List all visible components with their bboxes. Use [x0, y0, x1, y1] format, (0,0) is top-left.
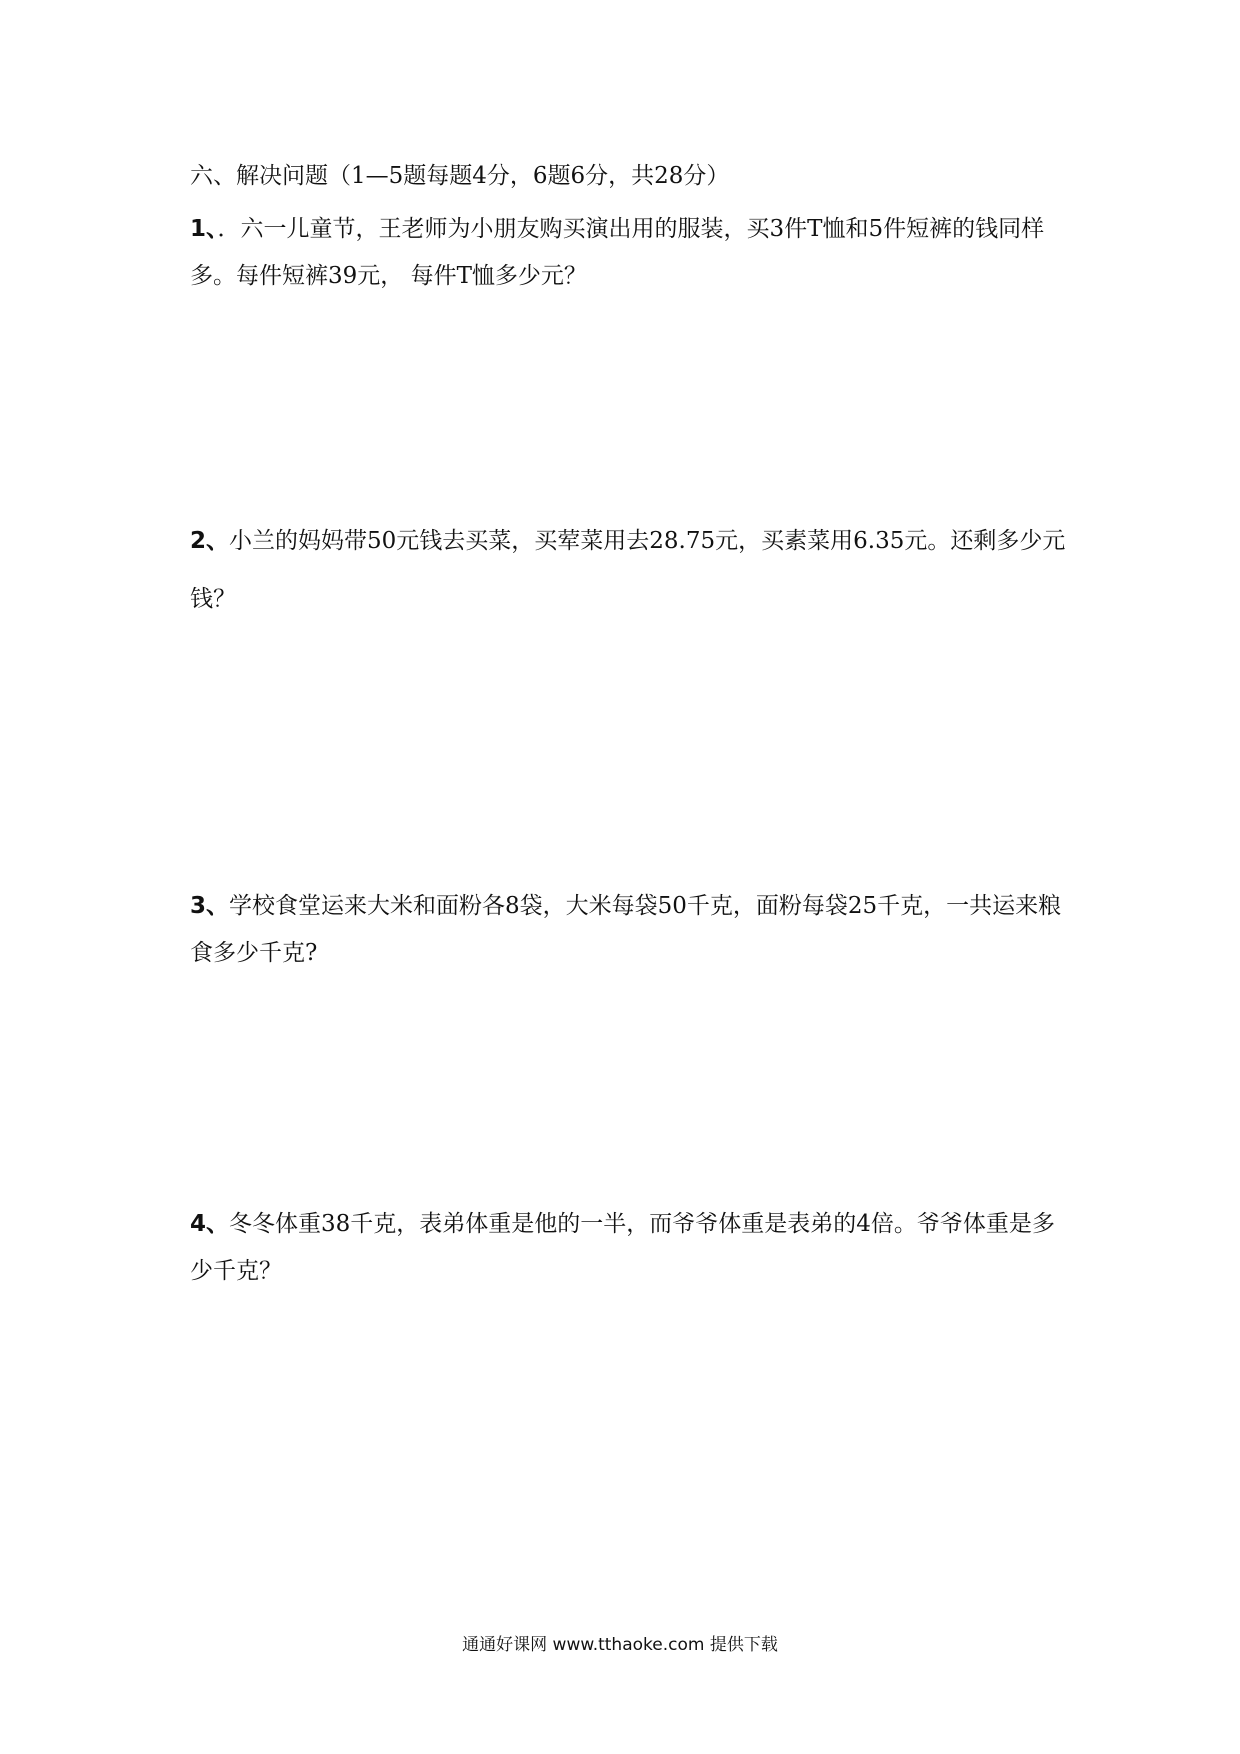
question-text: 学校食堂运来大米和面粉各8袋，大米每袋50千克，面粉每袋25千克，一共运来粮食多少千克?	[190, 893, 1062, 966]
section-title: 六、解决问题（1—5题每题4分，6题6分，共28分）	[190, 163, 730, 189]
question-number: 3、	[190, 893, 230, 919]
question-2	[190, 512, 1070, 628]
question-number: 1、	[190, 216, 218, 242]
question-text: 冬冬体重38千克，表弟体重是他的一半，而爷爷体重是表弟的4倍。爷爷体重是多少千克？	[190, 1211, 1055, 1284]
question-1	[190, 206, 1070, 300]
footer-credit: 通通好课网 www.tthaoke.com 提供下载	[462, 1635, 778, 1655]
question-text: 小兰的妈妈带50元钱去买菜，买荤菜用去28.75元，买素菜用6.35元。还剩多少元钱？	[190, 528, 1066, 612]
question-text: ．六一儿童节，王老师为小朋友购买演出用的服装，买3件T恤和5件短裤的钱同样多。每件短裤39元， 每件T恤多少元？	[190, 216, 1045, 289]
question-number: 4、	[190, 1211, 230, 1237]
question-number: 2、	[190, 528, 230, 554]
question-4	[190, 1201, 1070, 1295]
question-3	[190, 883, 1070, 977]
